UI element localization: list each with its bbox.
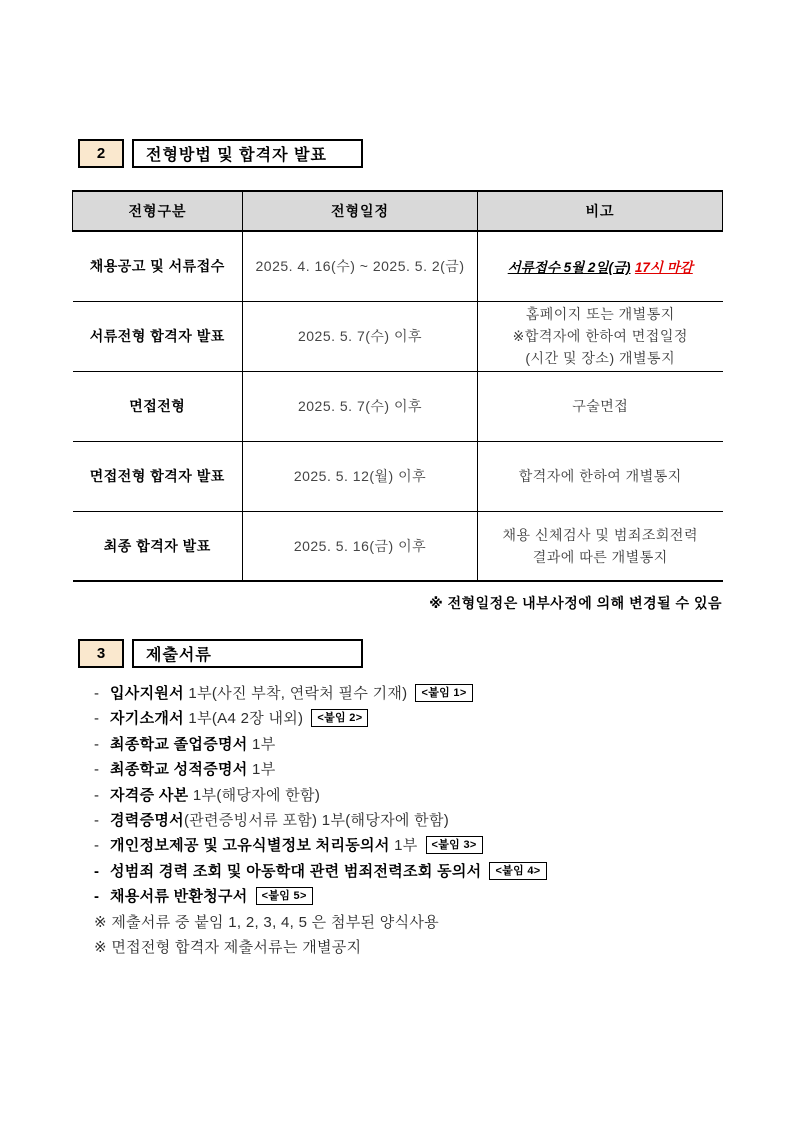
cell-category: 최종 합격자 발표 — [73, 511, 243, 581]
cell-note — [478, 371, 723, 441]
attachment-badge-4: <붙임 4> — [489, 862, 546, 880]
note-line: ※합격자에 한하여 면접일정 — [512, 328, 688, 344]
item-name: 채용서류 반환청구서 — [110, 888, 248, 906]
note-line: 합격자에 한하여 개별통지 — [518, 468, 682, 484]
list-item-transcript — [94, 757, 547, 782]
list-item-criminal-record-consent — [94, 859, 547, 884]
list-dash: - — [94, 735, 100, 753]
note-line: 채용 신체검사 및 범죄조회전력 — [502, 526, 698, 543]
table-row-interview — [73, 371, 723, 441]
cell-note — [478, 441, 723, 511]
item-name: 자기소개서 — [110, 710, 184, 728]
attachment-badge-1: <붙임 1> — [415, 684, 472, 702]
list-item-privacy-consent — [94, 833, 547, 858]
list-item-application-form — [94, 681, 547, 706]
item-detail: 1부(해당자에 한함) — [188, 786, 321, 804]
section2-header — [78, 139, 363, 168]
item-name: 자격증 사본 — [110, 786, 189, 804]
list-item-self-introduction — [94, 706, 547, 731]
item-name: 최종학교 졸업증명서 — [110, 735, 248, 753]
list-item-document-return-request — [94, 884, 547, 909]
attachment-badge-5: <붙임 5> — [256, 887, 313, 905]
item-detail: (관련증빙서류 포함) 1부(해당자에 한함) — [183, 812, 450, 830]
item-name: 경력증명서 — [110, 812, 184, 830]
cell-category: 채용공고 및 서류접수 — [73, 231, 243, 301]
item-detail: 1부 — [247, 735, 276, 753]
list-dash: - — [94, 685, 100, 702]
note-line: 홈페이지 또는 개별통지 — [525, 306, 675, 322]
header-cell-schedule: 전형일정 — [243, 191, 478, 231]
list-dash: - — [94, 812, 100, 830]
cell-category: 면접전형 합격자 발표 — [73, 441, 243, 511]
cell-schedule: 2025. 4. 16(수) ~ 2025. 5. 2(금) — [243, 231, 478, 301]
list-dash: - — [94, 786, 100, 804]
note-line: 결과에 따른 개별통지 — [532, 548, 668, 565]
cell-schedule: 2025. 5. 7(수) 이후 — [243, 301, 478, 371]
section2-title-box: 전형방법 및 합격자 발표 — [132, 139, 363, 168]
cell-category: 서류전형 합격자 발표 — [73, 301, 243, 371]
item-name: 최종학교 성적증명서 — [110, 761, 248, 779]
cell-schedule: 2025. 5. 16(금) 이후 — [243, 511, 478, 581]
table-row-final-result — [73, 511, 723, 581]
deadline-text-red: 17시 마감 — [634, 260, 693, 276]
deadline-text-black: 서류접수 5월 2일(금) — [507, 260, 631, 276]
item-detail: 1부 — [247, 761, 276, 779]
item-detail: 1부 — [389, 837, 418, 855]
item-detail: 1부(A4 2장 내외) — [183, 710, 304, 728]
item-name: 성범죄 경력 조회 및 아동학대 관련 범죄전력조회 동의서 — [110, 862, 482, 880]
table-row-announcement — [73, 231, 723, 301]
cell-schedule: 2025. 5. 7(수) 이후 — [243, 371, 478, 441]
list-dash: - — [94, 862, 100, 880]
table-header-row — [73, 191, 723, 231]
note-line: (시간 및 장소) 개별통지 — [525, 350, 676, 366]
list-dash: - — [94, 710, 100, 728]
list-dash: - — [94, 888, 100, 906]
item-name: 입사지원서 — [110, 685, 184, 702]
list-item-graduation-certificate — [94, 732, 547, 757]
header-cell-category: 전형구분 — [73, 191, 243, 231]
list-note-attachment-forms: ※ 제출서류 중 붙임 1, 2, 3, 4, 5 은 첨부된 양식사용 — [94, 913, 439, 931]
header-cell-note: 비고 — [478, 191, 723, 231]
selection-schedule-table — [72, 190, 723, 582]
cell-note — [478, 301, 723, 371]
list-dash: - — [94, 761, 100, 779]
list-dash: - — [94, 837, 100, 855]
section3-number-badge: 3 — [78, 639, 124, 668]
table-row-interview-result — [73, 441, 723, 511]
cell-note — [478, 511, 723, 581]
section2-number-badge: 2 — [78, 139, 124, 168]
cell-schedule: 2025. 5. 12(월) 이후 — [243, 441, 478, 511]
attachment-badge-2: <붙임 2> — [311, 709, 368, 727]
schedule-change-footnote: ※ 전형일정은 내부사정에 의해 변경될 수 있음 — [429, 595, 722, 611]
cell-note — [478, 231, 723, 301]
item-detail: 1부(사진 부착, 연락처 필수 기재) — [183, 685, 408, 702]
attachment-badge-3: <붙임 3> — [426, 836, 483, 854]
section3-header — [78, 639, 363, 668]
note-line: 구술면접 — [572, 398, 629, 414]
table-row-document-result — [73, 301, 723, 371]
submission-document-list — [94, 681, 547, 960]
section3-title-box: 제출서류 — [132, 639, 363, 668]
item-name: 개인정보제공 및 고유식별정보 처리동의서 — [110, 837, 390, 855]
cell-category: 면접전형 — [73, 371, 243, 441]
list-item-career-certificate — [94, 808, 547, 833]
list-item-license-copy — [94, 783, 547, 808]
list-note-interview-documents: ※ 면접전형 합격자 제출서류는 개별공지 — [94, 939, 362, 957]
